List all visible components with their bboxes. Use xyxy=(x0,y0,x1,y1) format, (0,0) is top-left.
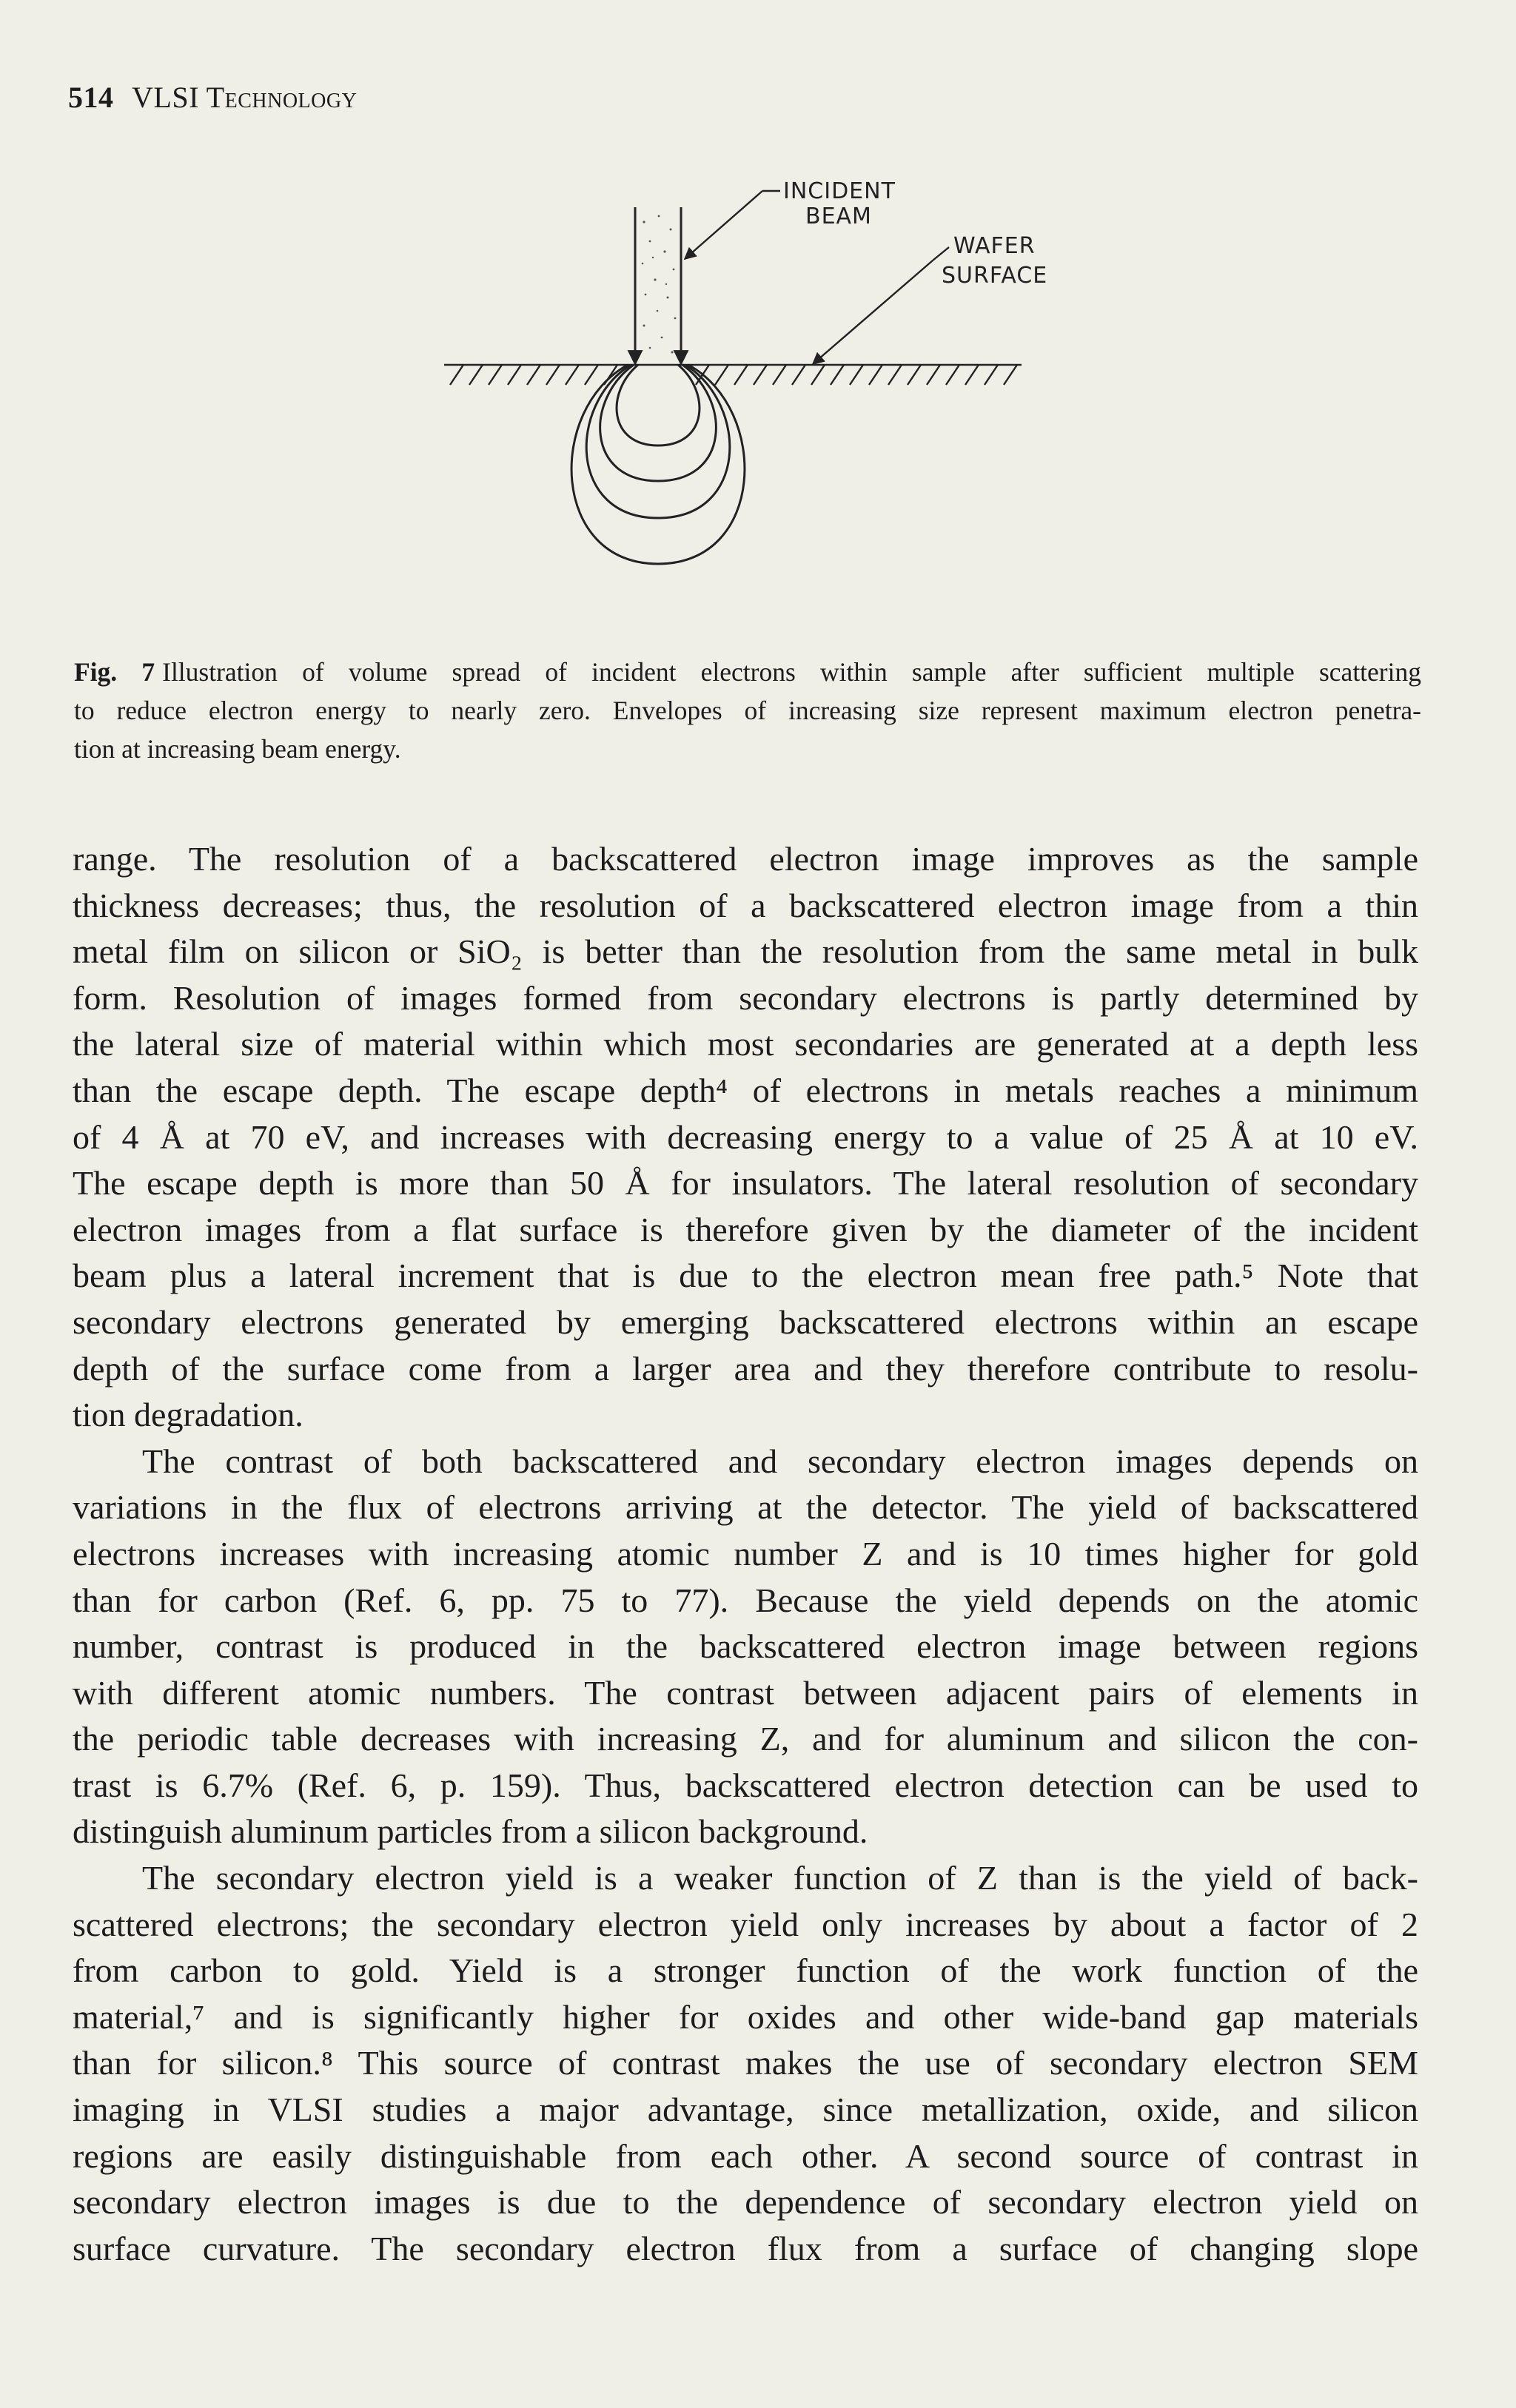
text-line: number, contrast is produced in the backscattered electron image between regions xyxy=(73,1627,1418,1666)
text-line: the lateral size of material within which most secondaries are generated at a depth less xyxy=(73,1025,1418,1063)
text-line: The contrast of both backscattered and secondary electron images depends on xyxy=(142,1442,1418,1480)
text-line: regions are easily distinguishable from each other. A second source of contrast in xyxy=(73,2136,1418,2175)
text-line: range. The resolution of a backscattered electron image improves as the sample xyxy=(73,840,1418,878)
text-line: distinguish aluminum particles from a silicon background. xyxy=(73,1812,868,1851)
text-line: electrons increases with increasing atomic number Z and is 10 times higher for gold xyxy=(73,1534,1418,1573)
text-line: the periodic table decreases with increasing Z, and for aluminum and silicon the con- xyxy=(73,1720,1418,1758)
figure-caption xyxy=(74,653,1421,768)
wafer-surface-leader xyxy=(813,260,933,364)
text-line: The secondary electron yield is a weaker function of Z than is the yield of back- xyxy=(142,1859,1418,1897)
text-line: of 4 Å at 70 eV, and increases with decreasing energy to a value of 25 Å at 10 eV. xyxy=(73,1117,1418,1156)
caption-line: tion at increasing beam energy. xyxy=(74,734,401,764)
text-line: depth of the surface come from a larger area and they therefore contribute to resolu- xyxy=(73,1349,1418,1388)
body-text xyxy=(73,836,1418,2272)
text-line: beam plus a lateral increment that is due to the electron mean free path.⁵ Note that xyxy=(73,1257,1418,1295)
page-number: 514 xyxy=(68,81,114,114)
text-line: imaging in VLSI studies a major advantage, since metallization, oxide, and silicon xyxy=(73,2091,1418,2129)
running-head xyxy=(68,80,357,115)
paragraph-2 xyxy=(73,1439,1418,1855)
wafer-surface-label-1: WAFER xyxy=(953,233,1036,259)
incident-beam-leader xyxy=(685,191,762,259)
wafer-surface-label-2: SURFACE xyxy=(942,263,1048,289)
figure-number: Fig. 7 xyxy=(74,657,155,687)
text-line: trast is 6.7% (Ref. 6, p. 159). Thus, backscattered electron detection can be used to xyxy=(73,1766,1418,1804)
electron-scatter-diagram xyxy=(415,170,1081,644)
paragraph-3 xyxy=(73,1855,1418,2272)
text-line: surface curvature. The secondary electron flux from a surface of changing slope xyxy=(73,2229,1418,2267)
caption-line: Illustration of volume spread of incident electrons within sample after sufficient multiple scattering xyxy=(162,657,1421,687)
text-line: electron images from a flat surface is therefore given by the diameter of the incident xyxy=(73,1210,1418,1248)
text-line: The escape depth is more than 50 Å for insulators. The lateral resolution of secondary xyxy=(73,1164,1418,1203)
caption-line: to reduce electron energy to nearly zero. Envelopes of increasing size represent maximum electron penetra- xyxy=(74,696,1421,725)
text-line: from carbon to gold. Yield is a stronger function of the work function of the xyxy=(73,1951,1418,1990)
envelope-3 xyxy=(586,365,730,518)
text-line: than for carbon (Ref. 6, pp. 75 to 77). Because the yield depends on the atomic xyxy=(73,1581,1418,1619)
text-line: than for silicon.⁸ This source of contrast makes the use of secondary electron SEM xyxy=(73,2044,1418,2082)
text-line: tion degradation. xyxy=(73,1396,303,1434)
text-line: with different atomic numbers. The contrast between adjacent pairs of elements in xyxy=(73,1673,1418,1712)
text-line: variations in the flux of electrons arriving at the detector. The yield of backscattered xyxy=(73,1488,1418,1527)
text-line: metal film on silicon or SiO₂ is better than the resolution from the same metal in bulk xyxy=(73,932,1418,971)
incident-beam xyxy=(635,207,681,364)
penetration-envelopes xyxy=(571,365,745,564)
text-line: than the escape depth. The escape depth⁴ of electrons in metals reaches a minimum xyxy=(73,1071,1418,1109)
text-line: secondary electrons generated by emerging backscattered electrons within an escape xyxy=(73,1302,1418,1341)
text-line: material,⁷ and is significantly higher for oxides and other wide-band gap materials xyxy=(73,1997,1418,2036)
incident-beam-label-1: INCIDENT xyxy=(783,178,896,204)
envelope-4 xyxy=(571,365,745,564)
wafer-surface xyxy=(444,365,1022,385)
envelope-2 xyxy=(600,365,717,481)
text-line: form. Resolution of images formed from secondary electrons is partly determined by xyxy=(73,978,1418,1017)
text-line: secondary electron images is due to the dependence of secondary electron yield on xyxy=(73,2183,1418,2222)
running-title: VLSI Technology xyxy=(132,81,358,114)
text-line: thickness decreases; thus, the resolution of a backscattered electron image from a thin xyxy=(73,886,1418,924)
envelope-1 xyxy=(617,365,700,445)
paragraph-1 xyxy=(73,836,1418,1439)
text-line: scattered electrons; the secondary electron yield only increases by about a factor of 2 xyxy=(73,1905,1418,1943)
incident-beam-label-2: BEAM xyxy=(805,204,872,229)
figure-7 xyxy=(415,170,1081,644)
